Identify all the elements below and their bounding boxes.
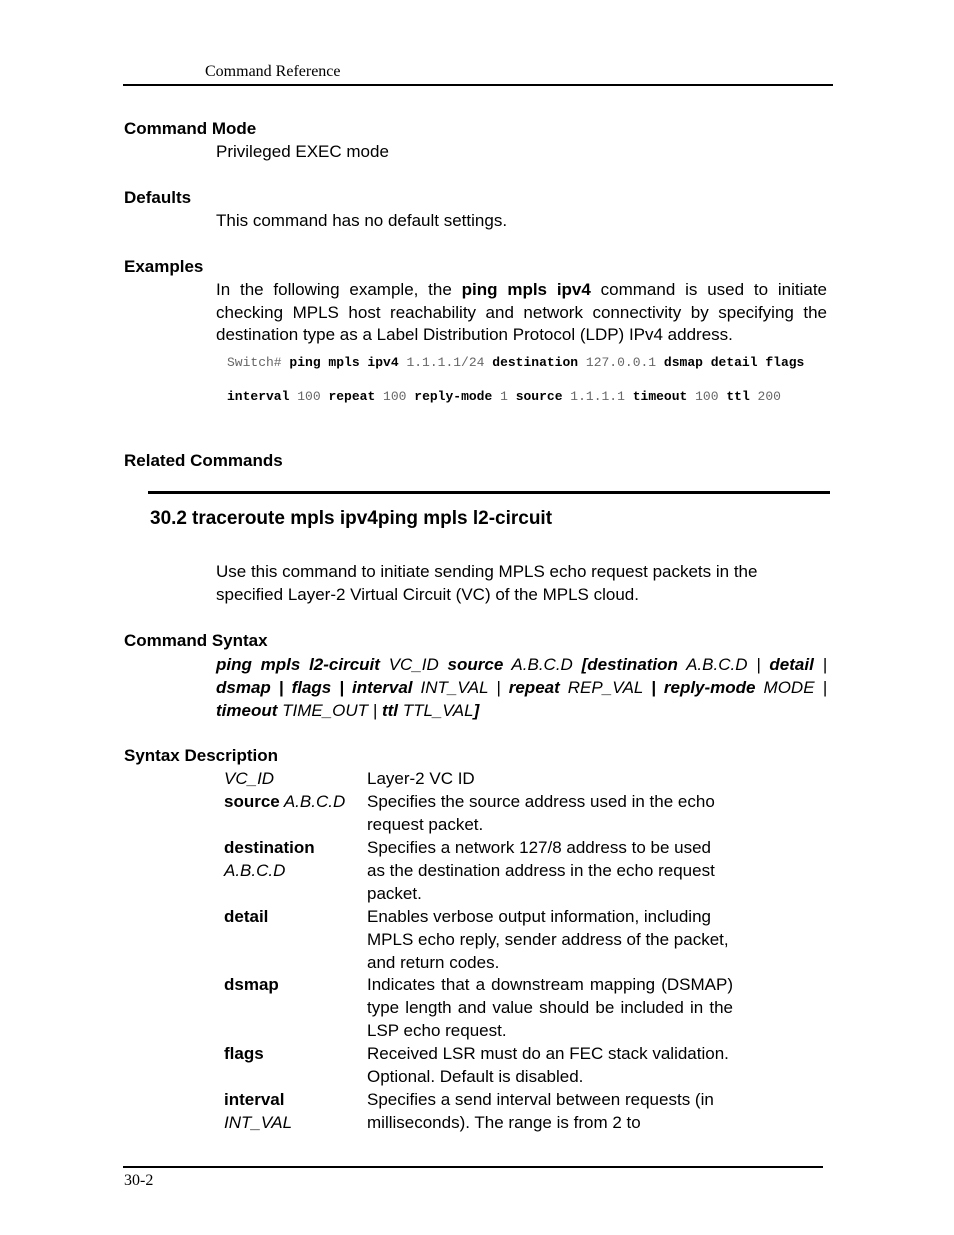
param-interval: interval INT_VAL — [224, 1090, 293, 1132]
related-commands-heading: Related Commands — [124, 451, 283, 470]
param-destination-desc: Specifies a network 127/8 address to be used as the destination address in the echo request packet. — [367, 838, 715, 903]
syntax-keyword: dsmap | flags | interval — [216, 678, 413, 697]
syntax-keyword: timeout — [216, 701, 278, 720]
syntax-keyword: source — [447, 655, 504, 674]
syntax-keyword: detail — [769, 655, 814, 674]
defaults-heading: Defaults — [124, 188, 192, 207]
section-rule — [148, 491, 830, 494]
defaults-text: This command has no default settings. — [216, 211, 508, 230]
section-number: 30.2 — [150, 508, 187, 529]
syntax-argument: TTL_VAL — [397, 701, 474, 720]
param-flags: flags — [224, 1044, 264, 1063]
param-source-desc: Specifies the source address used in the echo request packet. — [367, 792, 715, 834]
inline-command: ping mpls ipv4 — [461, 280, 591, 299]
param-flags-desc: Received LSR must do an FEC stack validation. Optional. Default is disabled. — [367, 1044, 729, 1086]
param-interval-desc: Specifies a send interval between requests (in milliseconds). The range is from 2 to — [367, 1090, 714, 1132]
examples-heading: Examples — [124, 257, 204, 276]
syntax-argument: VC_ID — [379, 655, 448, 674]
param-dsmap: dsmap — [224, 975, 279, 994]
syntax-argument: INT_VAL | — [412, 678, 509, 697]
param-source: source A.B.C.D — [224, 792, 346, 811]
param-vc-id-desc: Layer-2 VC ID — [367, 769, 475, 788]
param-dsmap-desc: Indicates that a downstream mapping (DSMAP) type length and value should be included in the LSP echo request. — [367, 975, 733, 1040]
example-code-line-2: interval 100 repeat 100 reply-mode 1 source 1.1.1.1 timeout 100 ttl 200 — [227, 389, 781, 404]
example-code-line-1: Switch# ping mpls ipv4 1.1.1.1/24 destination 127.0.0.1 dsmap detail flags — [227, 355, 805, 370]
syntax-keyword: | reply-mode — [651, 678, 756, 697]
footer-rule — [123, 1166, 823, 1168]
syntax-description-heading: Syntax Description — [124, 746, 278, 765]
syntax-argument: MODE | — [755, 678, 827, 697]
syntax-argument: | — [813, 655, 828, 674]
syntax-argument: A.B.C.D | — [677, 655, 770, 674]
running-header: Command Reference — [205, 63, 341, 80]
command-syntax-text — [216, 653, 827, 722]
param-vc-id: VC_ID — [224, 769, 275, 788]
section-title — [150, 508, 552, 530]
section-name: traceroute mpls ipv4ping mpls l2-circuit — [192, 508, 553, 529]
syntax-keyword: ] — [473, 701, 480, 720]
syntax-keyword: ping mpls l2-circuit — [216, 655, 380, 674]
syntax-argument: TIME_OUT | — [277, 701, 382, 720]
command-mode-text: Privileged EXEC mode — [216, 142, 389, 161]
syntax-argument: REP_VAL — [559, 678, 652, 697]
command-mode-heading: Command Mode — [124, 119, 257, 138]
command-syntax-heading: Command Syntax — [124, 631, 268, 650]
syntax-keyword: [destination — [581, 655, 678, 674]
param-detail-desc: Enables verbose output information, including MPLS echo reply, sender address of the packet, and return codes. — [367, 907, 729, 972]
examples-intro: In the following example, the ping mpls ipv4 command is used to initiate checking MPLS host reachability and network connectivity by specifying the destination type as a Label Distribution Protocol (LDP) IPv4 address. — [216, 280, 828, 344]
page-number: 30-2 — [124, 1172, 154, 1189]
header-rule — [123, 84, 833, 86]
param-destination: destination A.B.C.D — [224, 838, 315, 880]
section-intro: Use this command to initiate sending MPLS echo request packets in the specified Layer-2 Virtual Circuit (VC) of the MPLS cloud. — [216, 562, 758, 604]
param-detail: detail — [224, 907, 269, 926]
syntax-argument: A.B.C.D — [503, 655, 582, 674]
syntax-keyword: repeat — [508, 678, 560, 697]
syntax-keyword: ttl — [381, 701, 398, 720]
